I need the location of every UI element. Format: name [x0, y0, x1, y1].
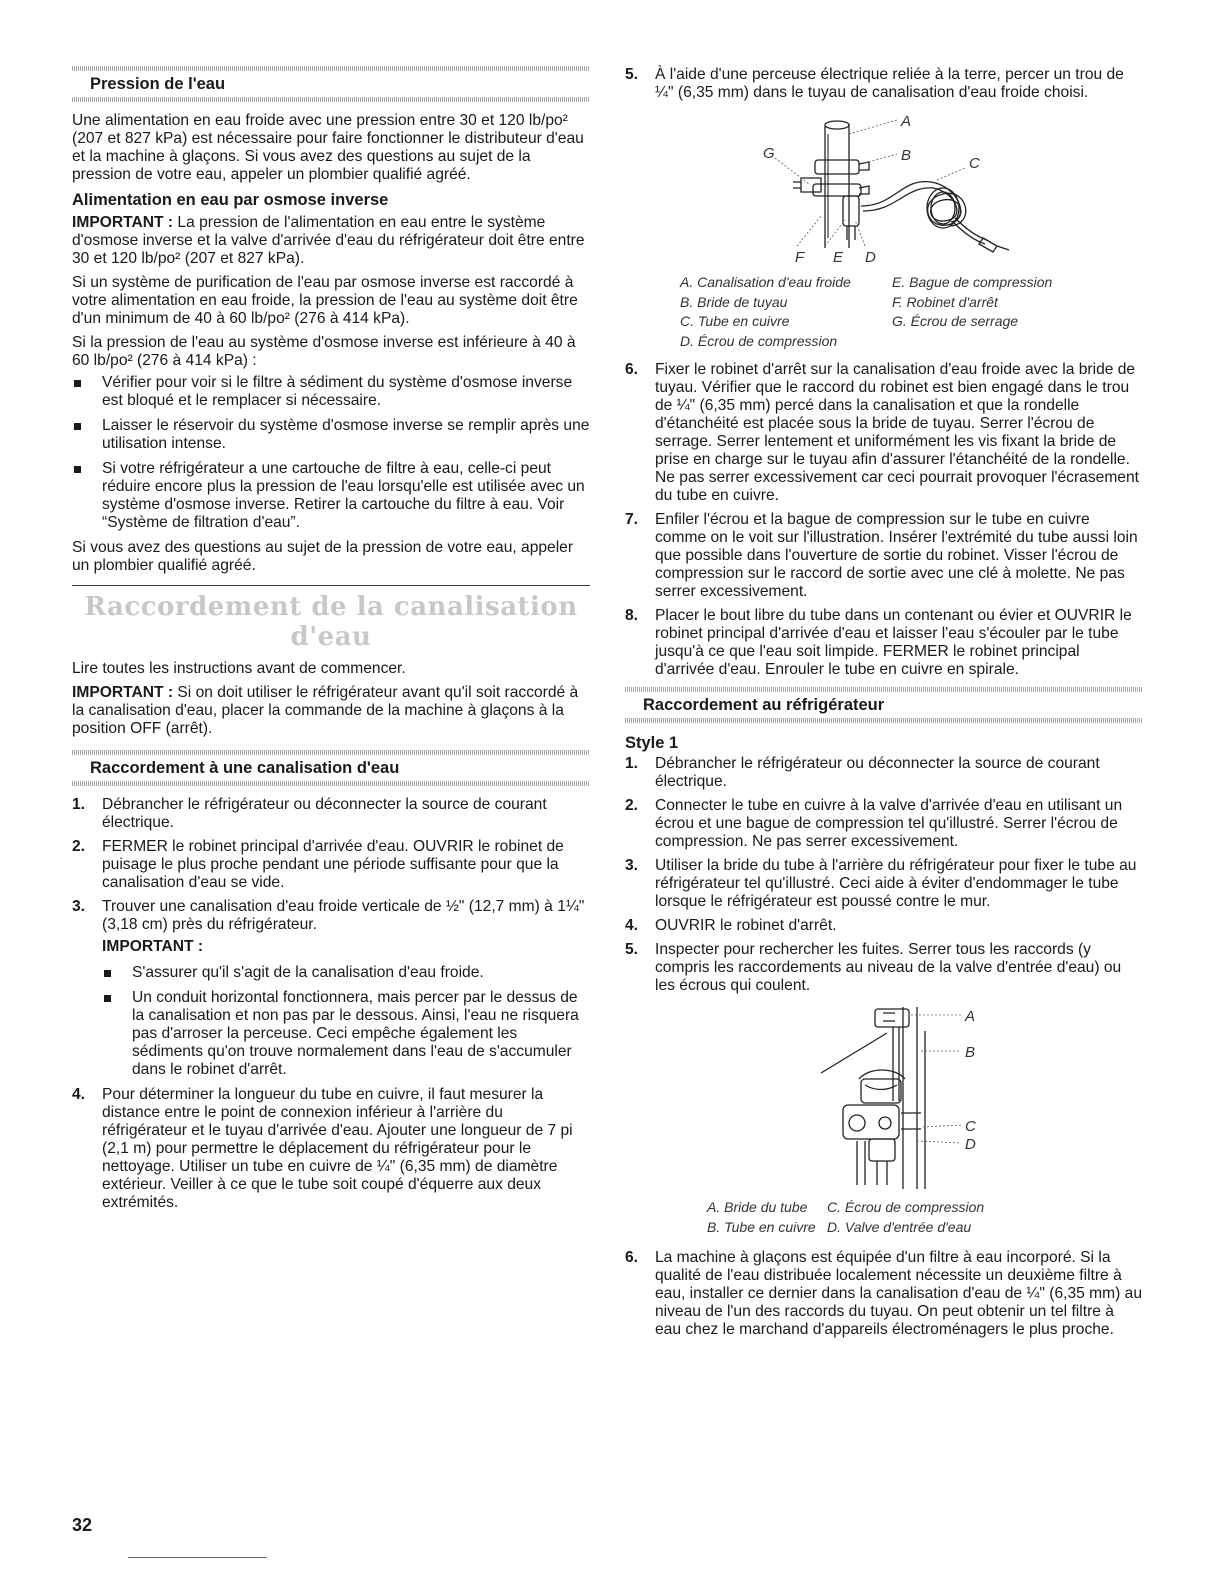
caption-line: F. Robinet d'arrêt [892, 293, 998, 310]
ro-para-1: Si un système de purification de l'eau par osmose inverse est raccordé à votre alimentation en eau froide, la pression de l'eau au système doit être d'un minimum de 40 à 60 lb/po² (276 à 414 kPa). [72, 274, 578, 327]
fig1-caption [625, 273, 1143, 351]
step-number: 4. [625, 917, 639, 934]
section-divider [72, 97, 590, 102]
conn-important-text: Si on doit utiliser le réfrigérateur avant qu'il soit raccordé à la canalisation d'eau, placer la commande de la machine à glaçons à la position OFF (arrêt). [72, 684, 579, 737]
step-text: Placer le bout libre du tube dans un contenant ou évier et OUVRIR le robinet principal d'arrivée d'eau et laisser l'eau s'écouler par le tube jusqu'à ce que l'eau soit limpide. FERMER le robinet principal d'arrivée d'eau. Enrouler le tube en cuivre en spirale. [655, 607, 1132, 678]
section-divider [72, 66, 590, 71]
fig2-label-d: D [965, 1136, 976, 1153]
step-number: 6. [625, 361, 639, 378]
fig1-label-g: G [763, 145, 775, 162]
right-column [625, 66, 1143, 1345]
caption-line: B. Tube en cuivre [707, 1218, 816, 1235]
step-text: Débrancher le réfrigérateur ou déconnecter la source de courant électrique. [102, 796, 547, 831]
section-divider [625, 687, 1143, 692]
caption-line: E. Bague de compression [892, 274, 1053, 290]
fig1-caption-left [680, 273, 892, 351]
ro-important-label: IMPORTANT : [72, 214, 174, 231]
list-item: Laisser le réservoir du système d'osmose inverse se remplir après une utilisation intense. [72, 417, 590, 453]
fig1-label-a: A [901, 113, 912, 130]
step-number: 1. [72, 796, 86, 813]
step-text: Débrancher le réfrigérateur ou déconnecter la source de courant électrique. [655, 755, 1100, 790]
fig1-label-f: F [795, 249, 805, 266]
filter-step [625, 1249, 1143, 1339]
caption-line: A. Canalisation d'eau froide [680, 274, 851, 290]
list-item: Si votre réfrigérateur a une cartouche de filtre à eau, celle-ci peut réduire encore plus la pression de l'eau lorsqu'elle est utilisée avec un système d'osmose inverse. Retirer la cartouche du filtre à eau. Voir “Système de filtration d'eau”. [72, 460, 590, 532]
list-item: Un conduit horizontal fonctionnera, mais percer par le dessus de la canalisation et non pas par le dessous. Ainsi, l'eau ne risquera pas d'arroser la perceuse. Ceci empêche également les sédiments qu'on trouve normalement dans l'eau de s'accumuler dans le robinet d'arrêt. [102, 989, 590, 1079]
fig2-caption [625, 1198, 1143, 1237]
list-item [625, 361, 1143, 505]
fig1-label-d: D [865, 249, 876, 266]
step-number: 5. [625, 941, 639, 958]
inlet-valve-figure [625, 1001, 1143, 1237]
caption-line: C. Écrou de compression [827, 1199, 985, 1215]
section-divider [72, 781, 590, 786]
conn-important-label: IMPORTANT : [72, 684, 174, 701]
step-number: 3. [625, 857, 639, 874]
footer-line [128, 1557, 267, 1558]
list-item [625, 1249, 1143, 1339]
step-number: 6. [625, 1249, 639, 1266]
step3-important: IMPORTANT : [102, 938, 204, 955]
fig2-label-b: B [965, 1044, 976, 1061]
fig2-label-c: C [965, 1118, 976, 1135]
list-item [72, 1086, 590, 1212]
step-text: OUVRIR le robinet d'arrêt. [655, 917, 837, 934]
step-text: FERMER le robinet principal d'arrivée d'eau. OUVRIR le robinet de puisage le plus proche pendant une période suffisante pour que la canalisation d'eau se vide. [102, 838, 564, 891]
ro-heading: Alimentation en eau par osmose inverse [72, 191, 389, 209]
step-number: 7. [625, 511, 639, 528]
step-number: 4. [72, 1086, 86, 1103]
style-steps [625, 755, 1143, 995]
list-item [72, 838, 590, 892]
list-item: Vérifier pour voir si le filtre à sédiment du système d'osmose inverse est bloqué et le remplacer si nécessaire. [72, 374, 590, 410]
step-text: Inspecter pour rechercher les fuites. Serrer tous les raccords (y compris les raccordements au niveau de la valve d'entrée d'eau) ou les écrous qui coulent. [655, 941, 1122, 994]
step-text: Enfiler l'écrou et la bague de compression sur le tube en cuivre comme on le voit sur l'illustration. Insérer l'extrémité du tube aussi loin que possible dans l'ouverture de sortie du robinet. Visser l'écrou de compression sur le raccord de sortie avec une clé à molette. Ne pas serrer excessivement. [655, 511, 1138, 600]
caption-line: G. Écrou de serrage [892, 313, 1019, 329]
list-item [72, 796, 590, 832]
list-item [625, 755, 1143, 791]
section-divider [72, 750, 590, 755]
line-steps [72, 796, 590, 1212]
fig1-caption-right [892, 273, 1052, 351]
list-item [625, 917, 1143, 935]
conn-important [72, 684, 590, 738]
step-number: 2. [72, 838, 86, 855]
caption-line: B. Bride de tuyau [680, 293, 788, 310]
fridge-heading: Raccordement au réfrigérateur [643, 696, 885, 714]
step-text: Fixer le robinet d'arrêt sur la canalisation d'eau froide avec la bride de tuyau. Vérifier que le raccord du robinet est bien engagé dans le trou de ¼" (6,35 mm) percé dans la canalisation et que la rondelle d'étanchéité est placée sous la bride de tuyau. Serrer l'écrou de serrage. Serrer lentement et uniformément les vis fixant la bride de prise en charge sur le tuyau afin d'assurer l'étanchéité de la rondelle. Ne pas serrer excessivement car ceci pourrait provoquer l'écrasement du tube en cuivre. [655, 361, 1139, 504]
list-item [625, 607, 1143, 679]
ro-important-text: La pression de l'alimentation en eau entre le système d'osmose inverse et la valve d'arrivée d'eau du réfrigérateur doit être entre 30 et 120 lb/po² (207 et 827 kPa). [72, 214, 585, 267]
step-number: 1. [625, 755, 639, 772]
list-item [625, 66, 1143, 102]
step3-bullets [102, 964, 590, 1079]
fig1-label-b: B [901, 147, 912, 164]
fig2-label-a: A [965, 1008, 976, 1025]
step-text: Utiliser la bride du tube à l'arrière du réfrigérateur pour fixer le tube au réfrigérateur tel qu'illustré. Ceci aide à éviter d'endommager le tube lorsque le réfrigérateur est poussé contre le mur. [655, 857, 1137, 910]
section-title: Raccordement de la canalisation d'eau [84, 592, 578, 652]
page-number: 32 [72, 1515, 93, 1535]
step-text: À l'aide d'une perceuse électrique reliée à la terre, percer un trou de ¼" (6,35 mm) dans le tuyau de canalisation d'eau froide choisi. [655, 66, 1124, 101]
list-item [625, 857, 1143, 911]
ro-important [72, 214, 590, 268]
valve-steps [625, 361, 1143, 679]
ro-bullet-list [72, 374, 590, 532]
pressure-heading: Pression de l'eau [90, 75, 226, 93]
list-item [625, 941, 1143, 995]
line-heading: Raccordement à une canalisation d'eau [90, 759, 400, 777]
list-item [72, 898, 590, 1079]
step-number: 2. [625, 797, 639, 814]
list-item: S'assurer qu'il s'agit de la canalisation d'eau froide. [102, 964, 590, 982]
read-all-text: Lire toutes les instructions avant de commencer. [72, 660, 406, 677]
drill-steps [625, 66, 1143, 102]
pressure-text: Une alimentation en eau froide avec une pression entre 30 et 120 lb/po² (207 et 827 kPa) est nécessaire pour faire fonctionner le distributeur d'eau et la machine à glaçons. Si vous avez des questions au sujet de la pression de votre eau, appeler un plombier qualifié agréé. [72, 112, 584, 183]
fig1-label-c: C [969, 155, 980, 172]
shutoff-valve-figure [625, 108, 1143, 351]
step-text: Trouver une canalisation d'eau froide verticale de ½" (12,7 mm) à 1¼" (3,18 cm) près du réfrigérateur. [102, 898, 585, 933]
step-number: 3. [72, 898, 86, 915]
step-text: Pour déterminer la longueur du tube en cuivre, il faut mesurer la distance entre le point de connexion inférieur à l'arrière du réfrigérateur et le tuyau d'arrivée d'eau. Ajouter une longueur de 7 pi (2,1 m) pour permettre le déplacement du réfrigérateur pour le nettoyage. Utiliser un tube en cuivre de ¼" (6,35 mm) de diamètre extérieur. Veiller à ce que le tube soit coupé d'équerre aux deux extrémités. [102, 1086, 573, 1211]
step-text: La machine à glaçons est équipée d'un filtre à eau incorporé. Si la qualité de l'eau distribuée localement nécessite un deuxième filtre à eau, installer ce dernier dans la canalisation d'eau de ¼" (6,35 mm) au niveau de l'un des raccords du tuyau. On peut obtenir un tel filtre à eau chez le marchand d'appareils électroménagers le plus proche. [655, 1249, 1143, 1338]
list-item [625, 797, 1143, 851]
list-item [625, 511, 1143, 601]
section-divider [625, 718, 1143, 723]
ro-para-3: Si vous avez des questions au sujet de la pression de votre eau, appeler un plombier qualifié agréé. [72, 539, 574, 574]
fig2-caption-right [827, 1198, 984, 1237]
caption-line: D. Écrou de compression [680, 332, 838, 349]
step-number: 8. [625, 607, 639, 624]
section-rule [72, 585, 590, 586]
caption-line: A. Bride du tube [707, 1199, 808, 1215]
fig2-caption-left [707, 1198, 827, 1237]
inlet-valve-illustration [625, 1001, 1143, 1191]
fig1-label-e: E [833, 249, 844, 266]
style-heading: Style 1 [625, 734, 679, 752]
step-text: Connecter le tube en cuivre à la valve d'arrivée d'eau en utilisant un écrou et une bague de compression tel qu'illustré. Serrer l'écrou de compression. Ne pas serrer excessivement. [655, 797, 1123, 850]
left-column [72, 66, 590, 1218]
caption-line: C. Tube en cuivre [680, 313, 790, 329]
step-number: 5. [625, 66, 639, 83]
shutoff-valve-illustration [625, 108, 1143, 266]
caption-line: D. Valve d'entrée d'eau [827, 1218, 972, 1235]
ro-para-2: Si la pression de l'eau au système d'osmose inverse est inférieure à 40 à 60 lb/po² (276 à 414 kPa) : [72, 334, 576, 369]
